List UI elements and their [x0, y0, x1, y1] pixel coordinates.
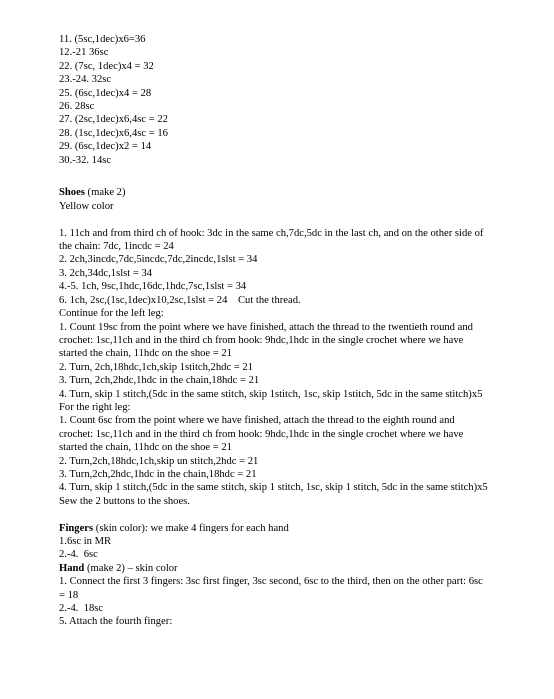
round-line: 1. Count 6sc from the point where we have finished, attach the thread to the eighth round and crochet: 1sc,11ch and in the third ch from hook: 9hdc,1hdc in the single crochet where we have started the chain, 11hdc on the shoe = 21 — [59, 415, 464, 454]
buttons-note: Sew the 2 buttons to the shoes. — [59, 495, 190, 507]
round-line: 1.6sc in MR — [59, 535, 112, 547]
shoes-section — [59, 186, 489, 508]
round-line: 1. Connect the first 3 fingers: 3sc first finger, 3sc second, 6sc to the third, then on the other part: 6sc = 18 — [59, 576, 483, 601]
round-line: 5. Attach the fourth finger: — [59, 616, 173, 628]
round-line: 11. (5sc,1dec)x6=36 — [59, 34, 146, 45]
round-line: 30.-32. 14sc — [59, 154, 112, 166]
shoes-subtitle: (make 2) — [84, 187, 126, 199]
fingers-section — [59, 522, 489, 562]
round-line: 27. (2sc,1dec)x6,4sc = 22 — [59, 114, 168, 126]
round-line: 2. 2ch,3incdc,7dc,5incdc,7dc,2incdc,1slst = 34 — [59, 254, 258, 266]
round-line: 3. Turn,2ch,2hdc,1hdc in the chain,18hdc = 21 — [59, 468, 257, 480]
left-leg-intro: Continue for the left leg: — [59, 308, 164, 320]
body-rounds — [59, 33, 489, 167]
round-line: 22. (7sc, 1dec)x4 = 32 — [59, 60, 154, 72]
round-line: 1. Count 19sc from the point where we have finished, attach the thread to the twentieth round and crochet: 1sc,11ch and in the third ch from hook: 9hdc,1hdc in the single crochet where we have started the chain, 11hdc on the shoe = 21 — [59, 321, 473, 360]
round-line: 12.-21 36sc — [59, 47, 109, 59]
round-line: 28. (1sc,1dec)x6,4sc = 16 — [59, 127, 168, 139]
round-line: 4. Turn, skip 1 stitch,(5dc in the same stitch, skip 1 stitch, 1sc, skip 1 stitch, 5dc in the same stitch)x5 — [59, 482, 488, 494]
round-line: 4.-5. 1ch, 9sc,1hdc,16dc,1hdc,7sc,1slst = 34 — [59, 281, 247, 293]
round-line: 3. 2ch,34dc,1slst = 34 — [59, 267, 153, 279]
round-line: 3. Turn, 2ch,2hdc,1hdc in the chain,18hdc = 21 — [59, 375, 260, 387]
shoes-title: Shoes — [59, 187, 85, 199]
fingers-heading — [59, 522, 489, 535]
round-line: 29. (6sc,1dec)x2 = 14 — [59, 141, 152, 153]
round-line: 1. 11ch and from third ch of hook: 3dc in the same ch,7dc,5dc in the last ch, and on the other side of the chain: 7dc, 1incdc = 24 — [59, 227, 484, 253]
fingers-title: Fingers — [59, 522, 94, 534]
round-line: 2. Turn,2ch,18hdc,1ch,skip un stitch,2hdc = 21 — [59, 455, 259, 467]
pattern-text — [59, 33, 489, 629]
shoes-heading — [59, 186, 489, 199]
fingers-subtitle: (skin color): we make 4 fingers for each hand — [93, 522, 289, 534]
hand-heading — [59, 562, 489, 575]
round-line: 2.-4. 18sc — [59, 603, 104, 615]
shoes-color: Yellow color — [59, 200, 114, 212]
hand-subtitle: (make 2) – skin color — [84, 562, 178, 574]
round-line: 23.-24. 32sc — [59, 74, 112, 86]
right-leg-intro: For the right leg: — [59, 401, 131, 413]
round-line: 2.-4. 6sc — [59, 549, 98, 561]
hand-section — [59, 562, 489, 629]
round-line: 25. (6sc,1dec)x4 = 28 — [59, 87, 152, 99]
round-line: 6. 1ch, 2sc,(1sc,1dec)x10,2sc,1slst = 24 Cut the thread. — [59, 294, 301, 306]
hand-title: Hand — [59, 562, 85, 574]
round-line: 2. Turn, 2ch,18hdc,1ch,skip 1stitch,2hdc = 21 — [59, 361, 254, 373]
round-line: 4. Turn, skip 1 stitch,(5dc in the same stitch, skip 1stitch, 1sc, skip 1stitch, 5dc in the same stitch)x5 — [59, 388, 483, 400]
round-line: 26. 28sc — [59, 101, 95, 113]
